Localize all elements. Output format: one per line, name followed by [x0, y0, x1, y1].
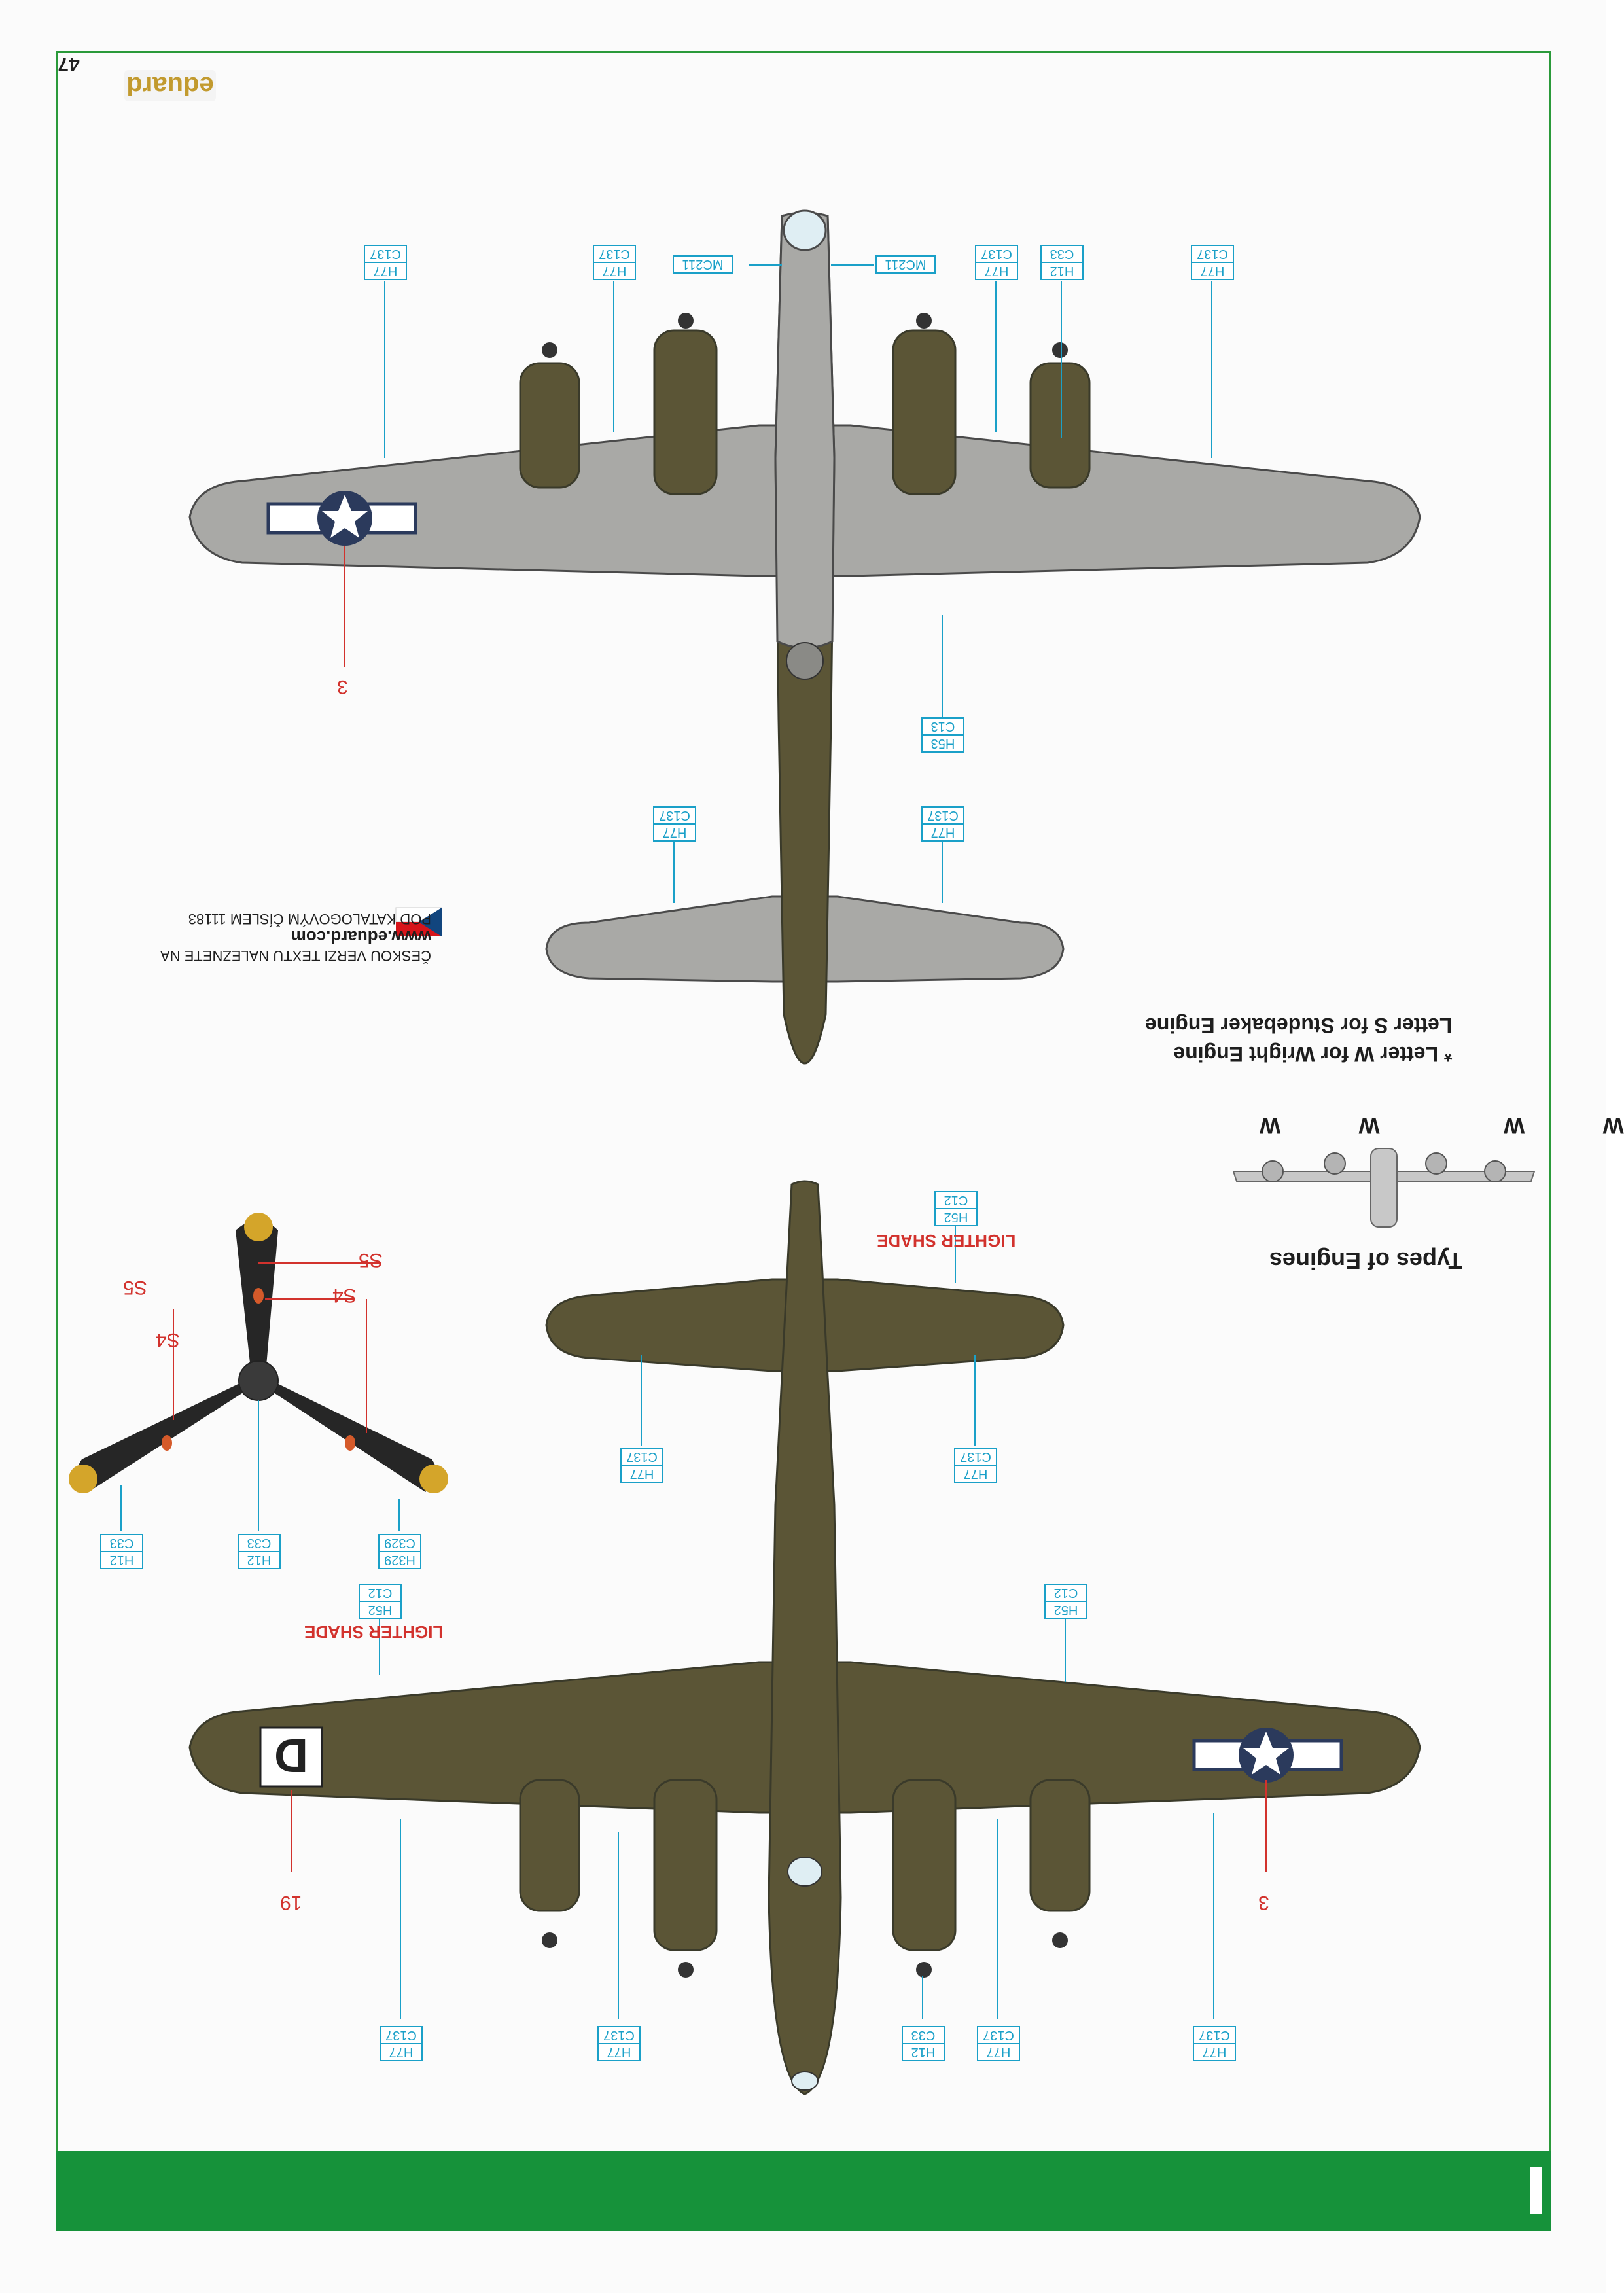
callout-upper-7 [1191, 245, 1234, 280]
callout-lower-4 [359, 1584, 402, 1619]
callout-prop-3 [378, 1534, 421, 1569]
callout-code: C137 [654, 808, 695, 825]
callout-code: C137 [1192, 246, 1233, 263]
engine-letter: W [1504, 1113, 1525, 1138]
tail-letter: D [274, 1729, 308, 1781]
engine-letter: W [1260, 1113, 1281, 1138]
callout-upper-3 [673, 255, 733, 274]
stencil-label: S5 [123, 1277, 147, 1298]
callout-code: H77 [984, 264, 1009, 278]
callout-upper-8 [921, 717, 964, 753]
callout-code: C13 [923, 719, 963, 736]
callout-code: H12 [911, 2045, 936, 2059]
callout-code: C33 [239, 1535, 279, 1552]
callout-code: C137 [923, 808, 963, 825]
czech-note [160, 910, 431, 965]
lighter-shade-label: LIGHTER SHADE [877, 1231, 1016, 1251]
callout-lower-8 [902, 2026, 945, 2061]
decal-number: 3 [337, 676, 348, 698]
decal-number: 3 [1258, 1892, 1269, 1913]
callout-upper-1 [364, 245, 407, 280]
callout-code: H77 [1200, 264, 1225, 278]
czech-note-line: ČESKOU VERZI TEXTU NALEZNETE NA [160, 948, 432, 964]
engine-note-line: Letter S for Studebaker Engine [1145, 1014, 1453, 1037]
callout-code: H77 [662, 825, 687, 840]
callout-code: C12 [936, 1192, 976, 1209]
callout-upper-6 [1040, 245, 1084, 280]
callout-prop-1 [100, 1534, 143, 1569]
callout-code: C137 [978, 2027, 1019, 2044]
callout-code: C137 [1194, 2027, 1235, 2044]
callout-lower-5 [1044, 1584, 1087, 1619]
callout-code: H77 [1202, 2045, 1227, 2059]
callout-code: H77 [607, 2045, 631, 2059]
engine-types-diagram [1233, 1148, 1534, 1227]
callout-code: H77 [373, 264, 398, 278]
brand-text: eduard [126, 71, 214, 100]
callout-upper-10 [921, 806, 964, 842]
callout-code: C137 [381, 2027, 421, 2044]
callout-code: H52 [1053, 1603, 1078, 1617]
engine-letter: W [1602, 1113, 1624, 1138]
star-insignia-icon [317, 491, 372, 546]
callout-code: C137 [622, 1449, 662, 1466]
callout-code: H329 [384, 1553, 415, 1567]
callout-lower-7 [597, 2026, 641, 2061]
callout-upper-9 [653, 806, 696, 842]
callout-lower-1 [934, 1191, 978, 1226]
czech-note-line: POD KATALOGOVÝM ČÍSLEM 11183 [188, 911, 432, 927]
callout-code: C33 [1042, 246, 1082, 263]
callout-code: C12 [1046, 1585, 1086, 1602]
callout-lower-2 [620, 1448, 663, 1483]
callout-code: H53 [930, 736, 955, 751]
stencil-label: S5 [359, 1249, 383, 1271]
lighter-shade-label: LIGHTER SHADE [304, 1622, 444, 1642]
callout-code: H77 [602, 264, 627, 278]
callout-code: H12 [109, 1553, 134, 1567]
page-number: 47 [58, 53, 80, 75]
callout-code: H77 [986, 2045, 1011, 2059]
engine-note-line: * Letter W for Wright Engine [1173, 1042, 1453, 1066]
callout-code: H77 [930, 825, 955, 840]
callout-code: MC211 [885, 257, 927, 272]
engine-note [1145, 1011, 1452, 1069]
callout-code: C329 [380, 1535, 420, 1552]
decal-number: 19 [280, 1892, 302, 1913]
star-insignia-icon-2 [1239, 1728, 1294, 1783]
callout-code: H77 [389, 2045, 414, 2059]
callout-code: H52 [944, 1210, 968, 1224]
callout-code: C137 [594, 246, 635, 263]
callout-code: H77 [963, 1466, 988, 1481]
stencil-label: S4 [332, 1285, 357, 1306]
engine-types-title: Types of Engines [1269, 1247, 1463, 1274]
stencil-label: S4 [156, 1329, 180, 1351]
callout-upper-2 [593, 245, 636, 280]
callout-prop-2 [238, 1534, 281, 1569]
eduard-logo [124, 70, 216, 101]
callout-lower-6 [380, 2026, 423, 2061]
callout-code: H12 [1050, 264, 1074, 278]
callout-code: C137 [365, 246, 406, 263]
callout-upper-4 [875, 255, 936, 274]
callout-upper-5 [975, 245, 1018, 280]
callout-code: C33 [903, 2027, 944, 2044]
callout-code: C137 [599, 2027, 639, 2044]
callout-code: H77 [629, 1466, 654, 1481]
callout-lower-3 [954, 1448, 997, 1483]
callout-code: MC211 [682, 257, 724, 272]
engine-letters [1260, 1112, 1624, 1138]
callout-lower-10 [1193, 2026, 1236, 2061]
czech-note-url: www.eduard.com [291, 927, 432, 947]
callout-code: C12 [360, 1585, 400, 1602]
callout-code: H52 [368, 1603, 393, 1617]
callout-code: C137 [976, 246, 1017, 263]
callout-code: C137 [955, 1449, 996, 1466]
callout-code: C33 [101, 1535, 142, 1552]
engine-letter: W [1358, 1113, 1380, 1138]
callout-code: H12 [247, 1553, 272, 1567]
callout-lower-9 [977, 2026, 1020, 2061]
